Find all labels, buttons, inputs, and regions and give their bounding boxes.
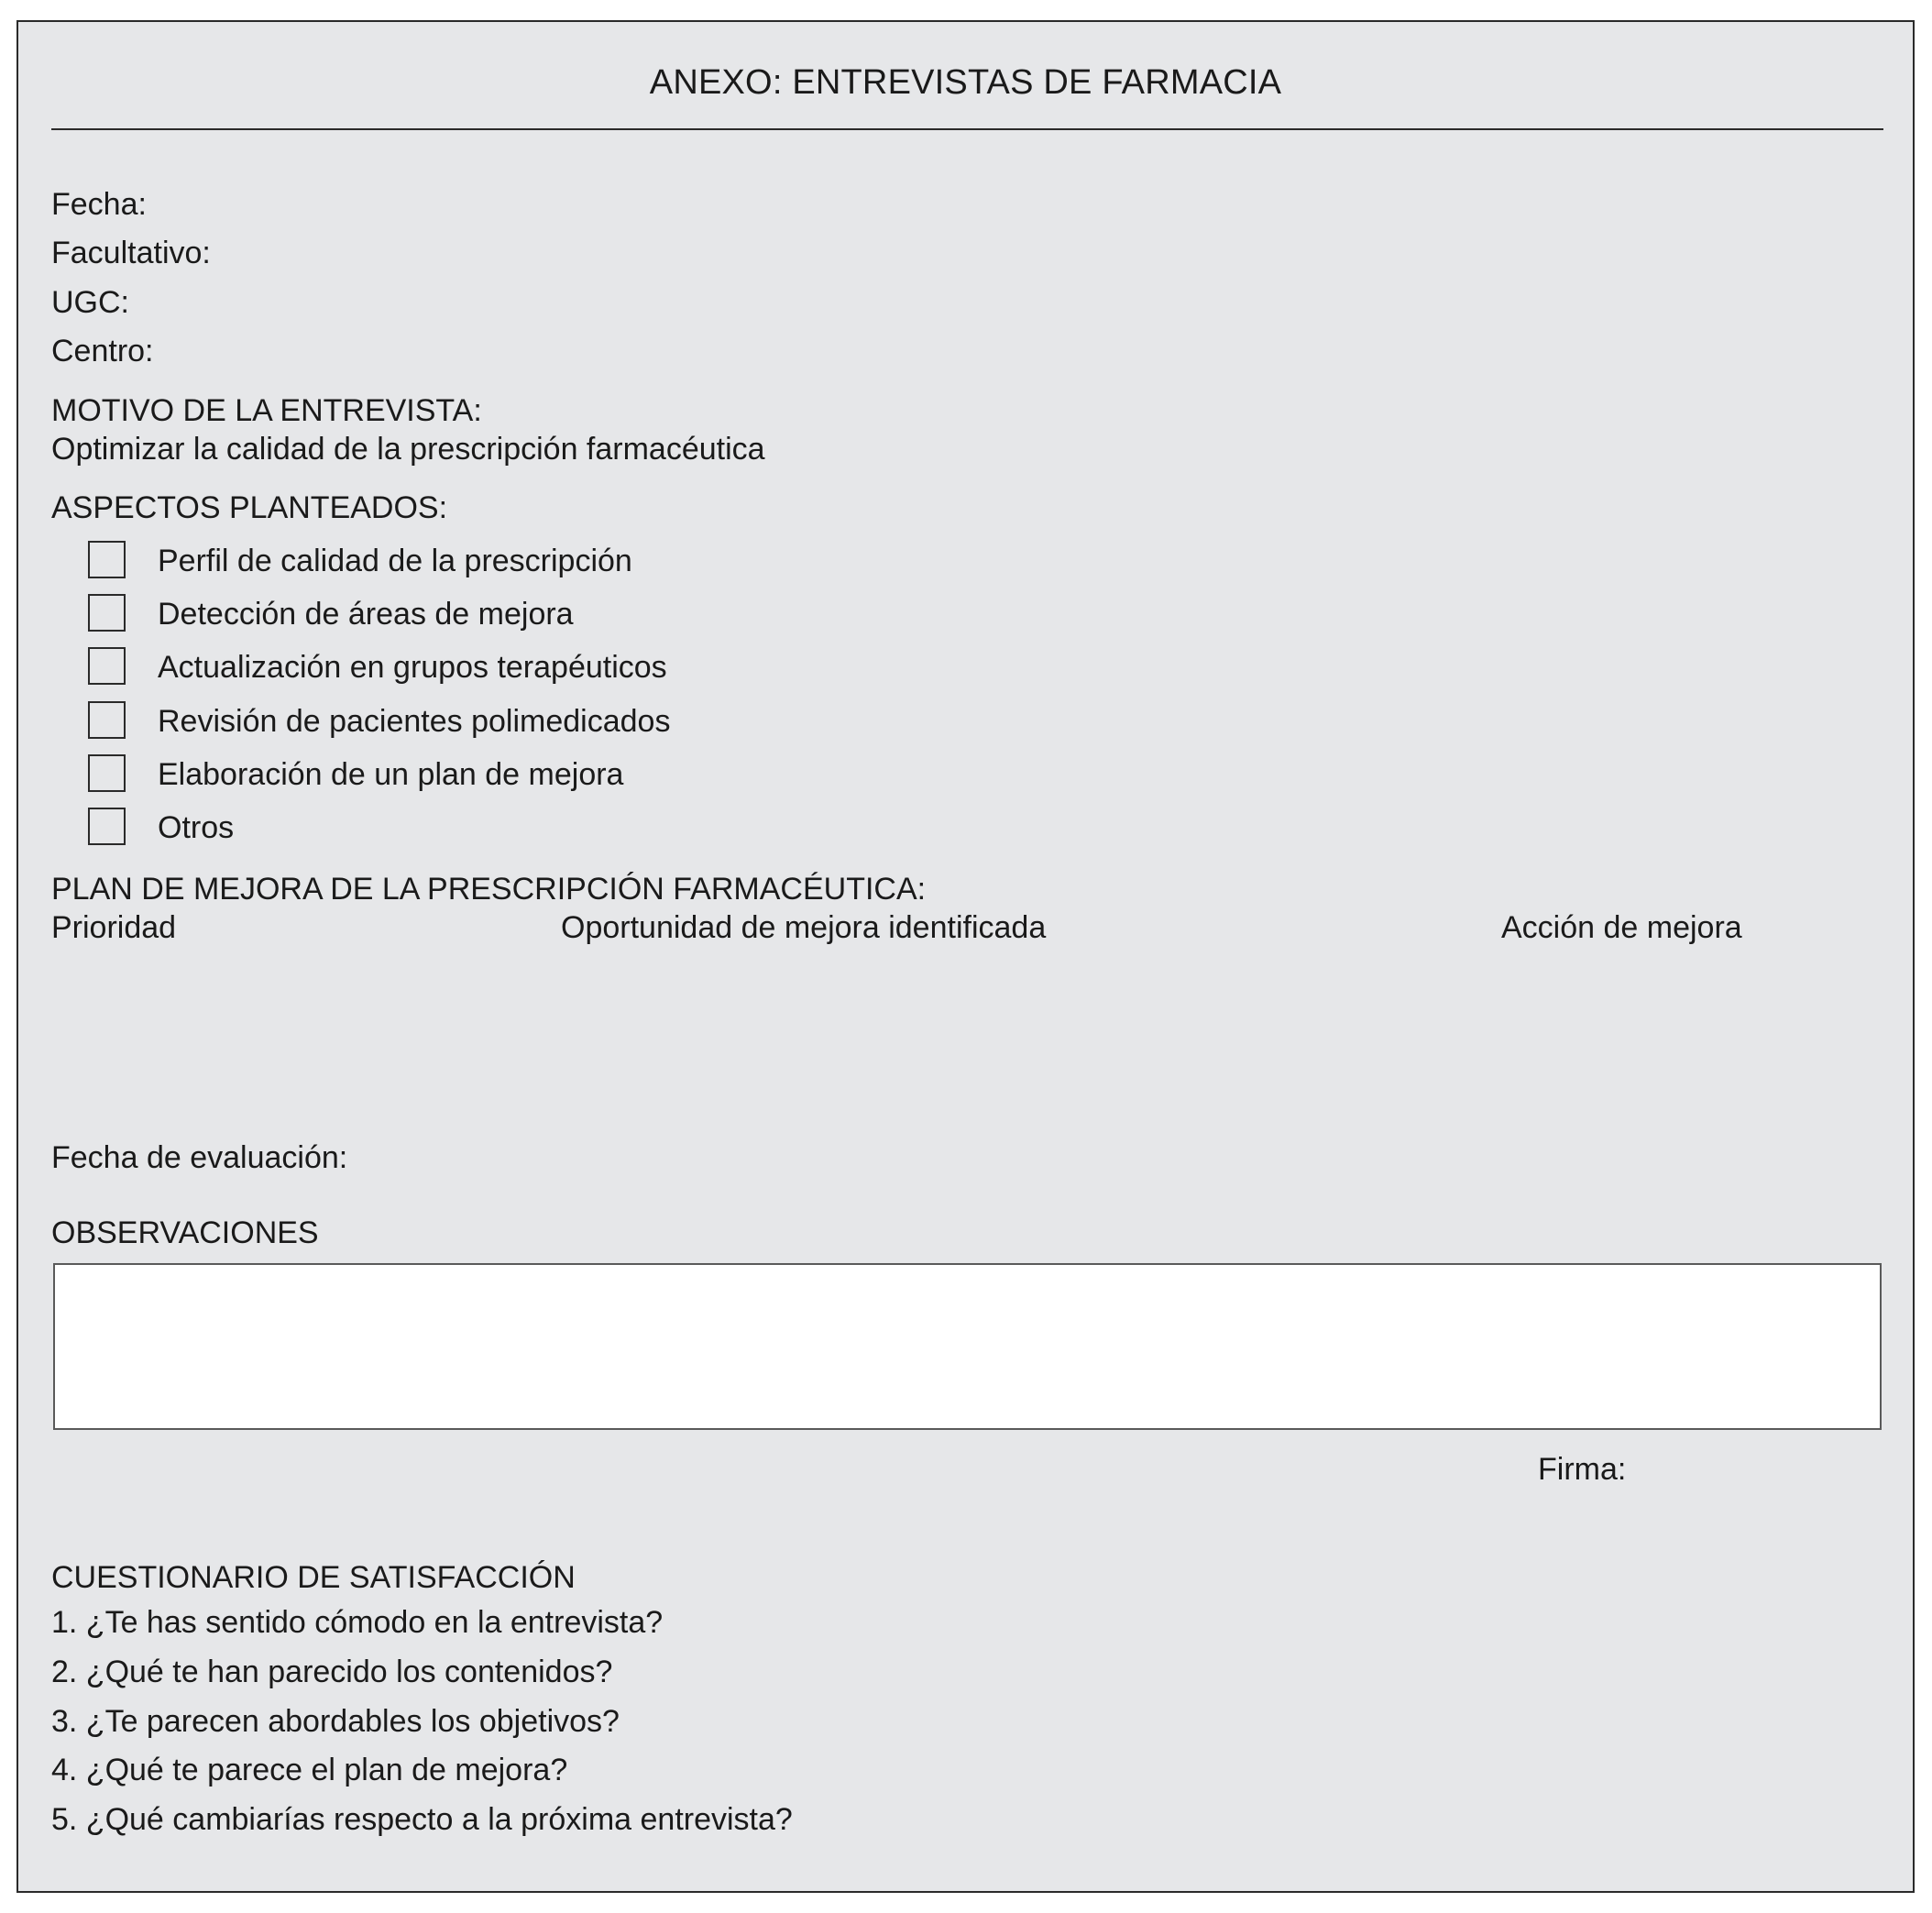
aspecto-label: Elaboración de un plan de mejora [158, 757, 624, 792]
interview-form [16, 20, 1915, 1893]
checkbox-revision-pacientes[interactable] [88, 701, 126, 739]
form-title: ANEXO: ENTREVISTAS DE FARMACIA [649, 63, 1282, 102]
aspecto-label: Actualización en grupos terapéuticos [158, 650, 667, 685]
checkbox-otros[interactable] [88, 808, 126, 845]
cuestionario-question: 4. ¿Qué te parece el plan de mejora? [51, 1753, 568, 1787]
motivo-heading: MOTIVO DE LA ENTREVISTA: [51, 393, 482, 428]
motivo-text: Optimizar la calidad de la prescripción farmacéutica [51, 432, 765, 467]
cuestionario-question: 2. ¿Qué te han parecido los contenidos? [51, 1655, 613, 1689]
aspectos-heading: ASPECTOS PLANTEADOS: [51, 490, 448, 525]
aspecto-label: Detección de áreas de mejora [158, 597, 574, 632]
plan-column-oportunidad: Oportunidad de mejora identificada [561, 910, 1047, 945]
plan-column-prioridad: Prioridad [51, 910, 177, 945]
plan-column-accion: Acción de mejora [1501, 910, 1742, 945]
firma-label: Firma: [1538, 1452, 1627, 1487]
fecha-evaluacion-label: Fecha de evaluación: [51, 1140, 348, 1175]
aspecto-label: Perfil de calidad de la prescripción [158, 544, 632, 578]
facultativo-label: Facultativo: [51, 236, 211, 270]
checkbox-actualizacion-grupos[interactable] [88, 647, 126, 685]
cuestionario-heading: CUESTIONARIO DE SATISFACCIÓN [51, 1560, 576, 1595]
observaciones-heading: OBSERVACIONES [51, 1215, 319, 1250]
centro-label: Centro: [51, 334, 154, 368]
observaciones-textbox[interactable] [53, 1263, 1882, 1430]
title-divider [51, 128, 1883, 130]
cuestionario-question: 5. ¿Qué cambiarías respecto a la próxima entrevista? [51, 1802, 793, 1837]
cuestionario-question: 1. ¿Te has sentido cómodo en la entrevista? [51, 1605, 664, 1640]
aspecto-label: Otros [158, 810, 235, 845]
fecha-label: Fecha: [51, 187, 147, 222]
aspecto-label: Revisión de pacientes polimedicados [158, 704, 671, 739]
plan-heading: PLAN DE MEJORA DE LA PRESCRIPCIÓN FARMACÉUTICA: [51, 872, 927, 907]
checkbox-deteccion-areas[interactable] [88, 594, 126, 632]
checkbox-plan-mejora[interactable] [88, 754, 126, 792]
checkbox-perfil-calidad[interactable] [88, 541, 126, 578]
ugc-label: UGC: [51, 285, 129, 320]
cuestionario-question: 3. ¿Te parecen abordables los objetivos? [51, 1704, 620, 1739]
